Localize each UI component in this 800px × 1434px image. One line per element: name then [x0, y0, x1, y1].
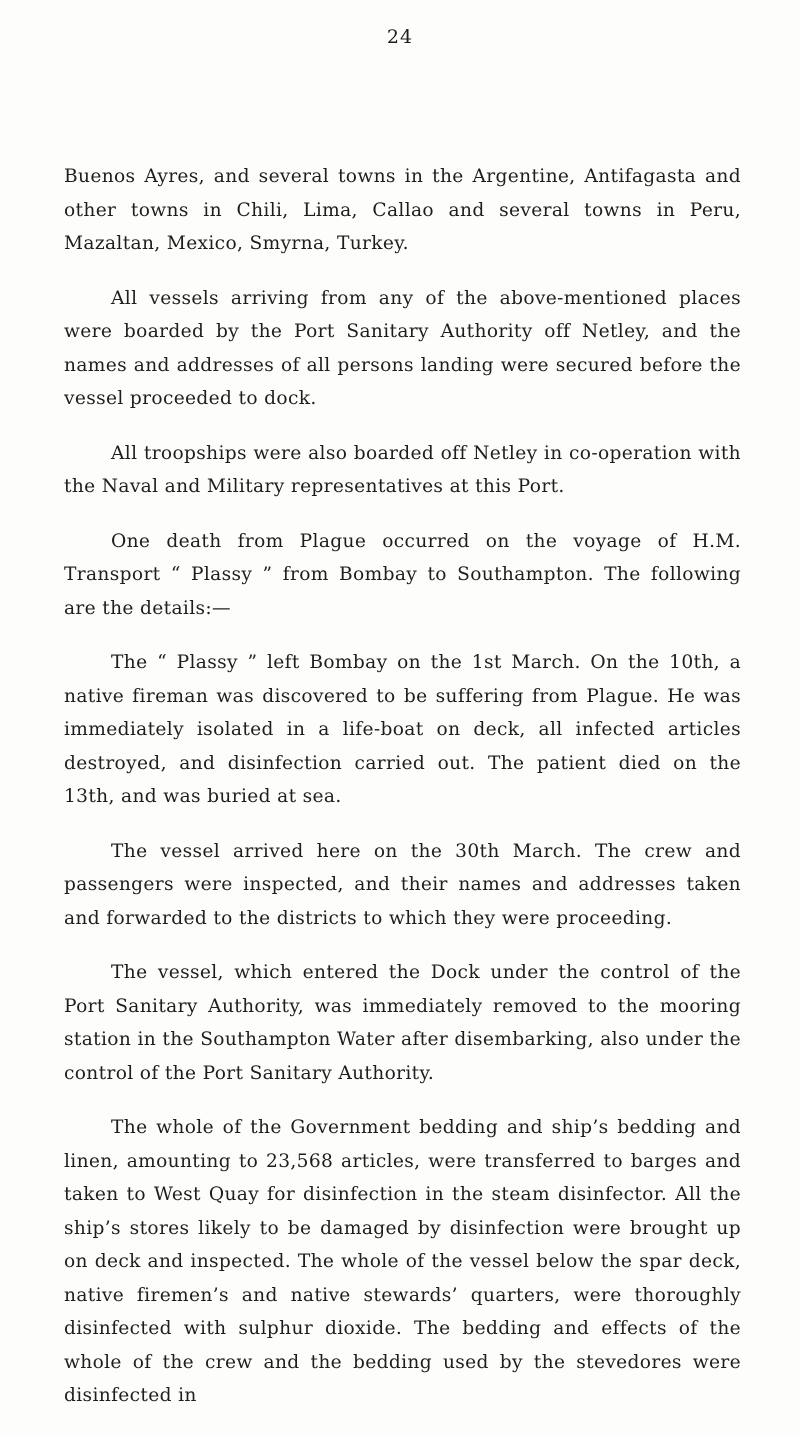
- paragraph-vessel-arrival: The vessel arrived here on the 30th March. The crew and passengers were inspected, and their names and addresses taken and forwarded to the districts to which they were proceeding.: [64, 840, 741, 929]
- paragraph-destinations: Buenos Ayres, and several towns in the Argentine, Antifagasta and other towns in Chili, Lima, Callao and several towns in Peru, Mazaltan, Mexico, Smyrna, Turkey.: [64, 166, 741, 254]
- paragraph-vessel-boarding: All vessels arriving from any of the above-mentioned places were boarded by the Port Sanitary Authority off Netley, and the names and addresses of all persons landing were secured before the vessel proceeded to dock.: [64, 287, 741, 409]
- paragraph-dock-removal: The vessel, which entered the Dock under the control of the Port Sanitary Authority, was immediately removed to the mooring station in the Southampton Water after disembarking, also under the control of the Port Sanitary Authority.: [64, 962, 741, 1084]
- paragraph-troopships: All troopships were also boarded off Netley in co-operation with the Naval and Military representatives at this Port.: [64, 442, 741, 497]
- paragraph-disinfection: The whole of the Government bedding and ship’s bedding and linen, amounting to 23,568 articles, were transferred to barges and taken to West Quay for disinfection in the steam disinfector. All the ship’s stores likely to be damaged by disinfection were brought up on deck and inspected. The whole of the vessel below the spar deck, native firemen’s and native stewards’ quarters, were thoroughly disinfected with sulphur dioxide. The bedding and effects of the whole of the crew and the bedding used by the stevedores were disinfected in: [64, 1117, 741, 1406]
- page-number: 24: [386, 26, 414, 48]
- paragraph-plague-death: One death from Plague occurred on the voyage of H.M. Transport “ Plassy ” from Bombay to Southampton. The following are the details:—: [64, 530, 741, 619]
- body-text: [64, 160, 741, 1434]
- paragraph-plassy-voyage: The “ Plassy ” left Bombay on the 1st March. On the 10th, a native fireman was discovered to be suffering from Plague. He was immediately isolated in a life-boat on deck, all infected articles destroyed, and disinfection carried out. The patient died on the 13th, and was buried at sea.: [64, 652, 741, 807]
